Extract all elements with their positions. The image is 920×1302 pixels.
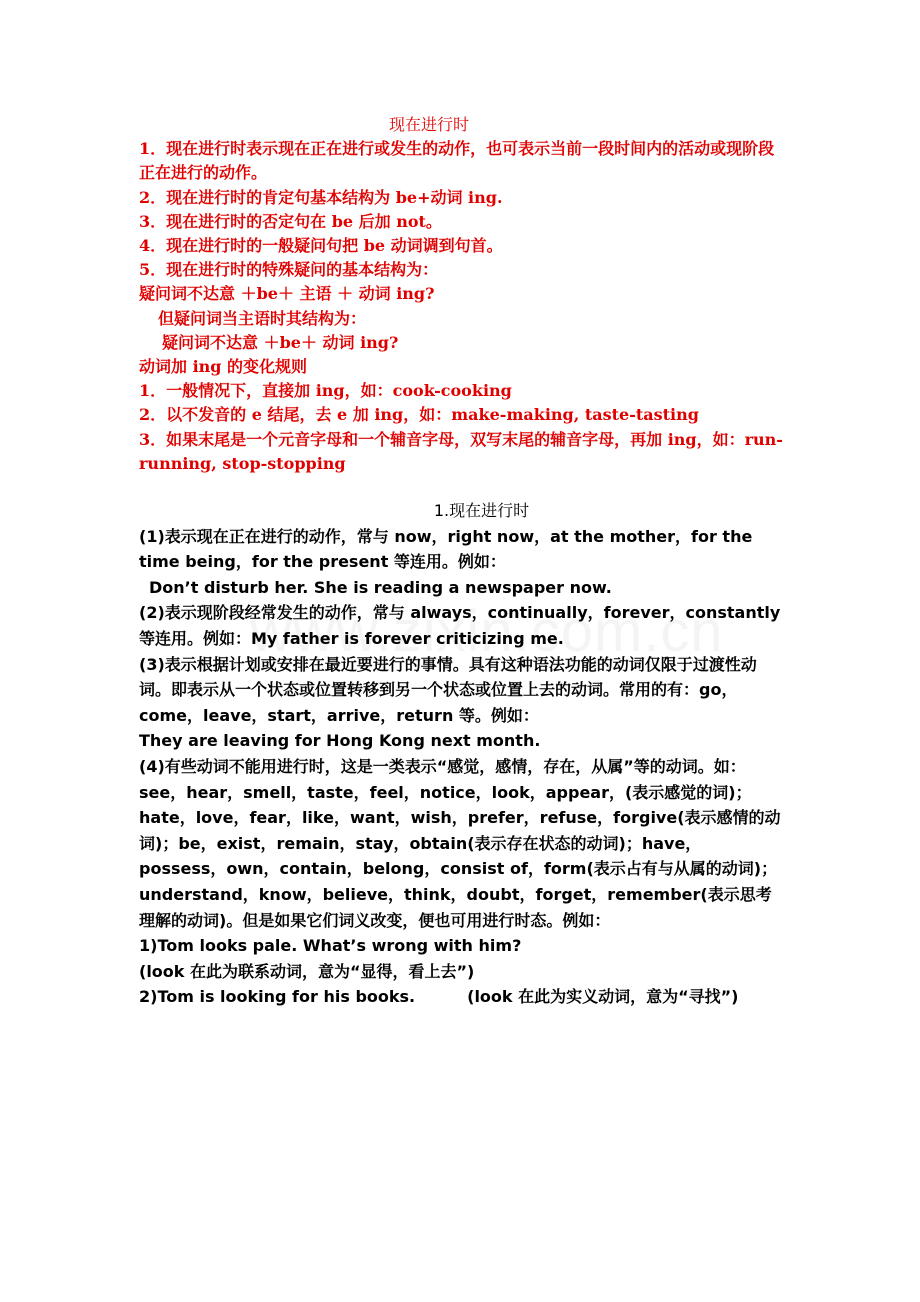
rule-1: 1．一般情况下，直接加 ing，如：cook-cooking <box>139 381 512 401</box>
example-4a-note: (look 在此为联系动词，意为“显得，看上去”) <box>139 961 475 981</box>
section1-title: 现在进行时 <box>388 115 469 134</box>
rule-3: 3．如果末尾是一个元音字母和一个辅音字母，双写末尾的辅音字母，再加 ing，如：run-running, stop-stopping <box>139 429 783 473</box>
item-1: 1．现在进行时表示现在正在进行或发生的动作，也可表示当前一段时间内的活动或现阶段正在进行的动作。 <box>139 139 775 183</box>
formula-1: 疑问词不达意 ＋be＋ 主语 ＋ 动词 ing? <box>139 284 435 304</box>
formula-2: 疑问词不达意 ＋be＋ 动词 ing? <box>162 332 399 352</box>
usage-2: (2)表示现阶段经常发生的动作，常与 always，continually，forever，constantly 等连用。例如：My father is forever criticizing me. <box>139 603 781 648</box>
usage-1: (1)表示现在正在进行的动作，常与 now，right now，at the mother，for the time being，for the present 等连用。例如： <box>139 526 753 572</box>
example-4a: 1)Tom looks pale. What’s wrong with him? <box>139 936 522 956</box>
item-5: 5．现在进行时的特殊疑问的基本结构为： <box>139 260 439 280</box>
rules-title: 动词加 ing 的变化规则 <box>139 357 308 377</box>
usage-3: (3)表示根据计划或安排在最近要进行的事情。具有这种语法功能的动词仅限于过渡性动词。即表示从一个状态或位置转移到另一个状态或位置上去的动词。常用的有：go，come，leave，start，arrive，return 等。例如： <box>139 654 757 725</box>
usage-4: (4)有些动词不能用进行时，这是一类表示“感觉，感情，存在，从属”等的动词。如：see，hear，smell，taste，feel，notice，look，appear，(表示感觉的词)；hate，love，fear，like，want，wish，prefer，refuse，forgive(表示感情的动词)；be，exist，remain，stay，obtain(表示存在状态的动词)；have，possess，own，contain，belong，consist of，form(表示占有与从属的动词)；understand，know，believe，think，doubt，forget，remember(表示思考理解的动词)。但是如果它们词义改变，便也可用进行时态。例如： <box>139 756 781 930</box>
present-progressive-summary <box>139 113 789 476</box>
rule-2: 2．以不发音的 e 结尾，去 e 加 ing，如：make-making, taste-tasting <box>139 405 699 425</box>
example-4b-note: (look 在此为实义动词，意为“寻找”) <box>467 987 739 1007</box>
example-4b-line <box>139 984 784 1010</box>
example-4b: 2)Tom is looking for his books. <box>139 987 416 1007</box>
item-2: 2．现在进行时的肯定句基本结构为 be+动词 ing. <box>139 187 503 207</box>
item-4: 4．现在进行时的一般疑问句把 be 动词调到句首。 <box>139 236 503 256</box>
note: 但疑问词当主语时其结构为： <box>158 308 367 328</box>
example-3: They are leaving for Hong Kong next month. <box>139 731 541 751</box>
item-3: 3．现在进行时的否定句在 be 后加 not。 <box>139 211 442 231</box>
example-1: Don’t disturb her. She is reading a newspaper now. <box>149 577 612 597</box>
section2-title: 1.现在进行时 <box>433 501 530 520</box>
present-progressive-usage <box>139 498 784 1010</box>
